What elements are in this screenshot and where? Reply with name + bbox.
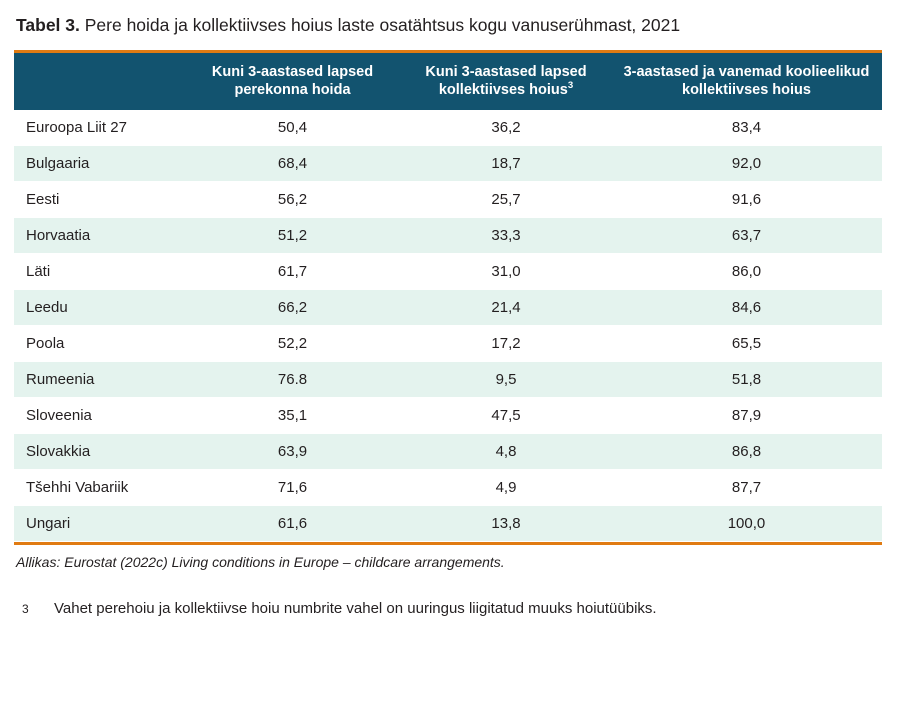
table-caption-text: Pere hoida ja kollektiivses hoius laste osatähtsus kogu vanuserühmast, 2021 bbox=[79, 15, 681, 35]
table-row bbox=[14, 326, 882, 362]
table-row bbox=[14, 470, 882, 506]
cell-collective-under3: 25,7 bbox=[401, 182, 611, 218]
cell-collective-preschool: 86,8 bbox=[611, 434, 882, 470]
table-row bbox=[14, 434, 882, 470]
cell-collective-preschool: 86,0 bbox=[611, 254, 882, 290]
cell-collective-preschool: 63,7 bbox=[611, 218, 882, 254]
cell-collective-under3: 4,8 bbox=[401, 434, 611, 470]
cell-collective-preschool: 87,9 bbox=[611, 398, 882, 434]
source-note: Allikas: Eurostat (2022c) Living conditions in Europe – childcare arrangements. bbox=[16, 554, 505, 571]
table-header-row bbox=[14, 51, 882, 110]
cell-family-care: 61,6 bbox=[184, 506, 401, 542]
cell-collective-preschool: 100,0 bbox=[611, 506, 882, 542]
cell-country: Ungari bbox=[14, 506, 184, 542]
cell-country: Leedu bbox=[14, 290, 184, 326]
cell-family-care: 76.8 bbox=[184, 362, 401, 398]
column-header-collective-under3-text: Kuni 3-aastased lapsed kollektiivses hoius bbox=[425, 63, 587, 99]
table-container bbox=[14, 50, 882, 546]
cell-country: Eesti bbox=[14, 182, 184, 218]
cell-collective-preschool: 92,0 bbox=[611, 146, 882, 182]
column-header-country bbox=[14, 51, 184, 110]
cell-country: Sloveenia bbox=[14, 398, 184, 434]
cell-collective-under3: 21,4 bbox=[401, 290, 611, 326]
cell-collective-under3: 18,7 bbox=[401, 146, 611, 182]
cell-collective-under3: 17,2 bbox=[401, 326, 611, 362]
table-row bbox=[14, 398, 882, 434]
cell-collective-under3: 36,2 bbox=[401, 110, 611, 146]
table-body bbox=[14, 110, 882, 542]
footnote-marker: 3 bbox=[22, 602, 29, 617]
cell-collective-preschool: 87,7 bbox=[611, 470, 882, 506]
cell-collective-preschool: 83,4 bbox=[611, 110, 882, 146]
childcare-table bbox=[14, 50, 882, 543]
table-caption-label: Tabel 3. bbox=[16, 15, 80, 35]
cell-country: Poola bbox=[14, 326, 184, 362]
cell-country: Euroopa Liit 27 bbox=[14, 110, 184, 146]
column-header-family-care: Kuni 3-aastased lapsed perekonna hoida bbox=[184, 51, 401, 110]
table-row bbox=[14, 218, 882, 254]
cell-collective-preschool: 65,5 bbox=[611, 326, 882, 362]
cell-collective-under3: 31,0 bbox=[401, 254, 611, 290]
cell-country: Slovakkia bbox=[14, 434, 184, 470]
table-row bbox=[14, 254, 882, 290]
column-header-collective-under3 bbox=[401, 51, 611, 110]
cell-country: Rumeenia bbox=[14, 362, 184, 398]
cell-family-care: 66,2 bbox=[184, 290, 401, 326]
cell-family-care: 56,2 bbox=[184, 182, 401, 218]
table-row bbox=[14, 110, 882, 146]
cell-collective-under3: 47,5 bbox=[401, 398, 611, 434]
cell-collective-under3: 9,5 bbox=[401, 362, 611, 398]
cell-family-care: 50,4 bbox=[184, 110, 401, 146]
cell-collective-preschool: 91,6 bbox=[611, 182, 882, 218]
table-row bbox=[14, 146, 882, 182]
cell-family-care: 51,2 bbox=[184, 218, 401, 254]
cell-family-care: 61,7 bbox=[184, 254, 401, 290]
table-row bbox=[14, 182, 882, 218]
table-row bbox=[14, 362, 882, 398]
cell-family-care: 35,1 bbox=[184, 398, 401, 434]
cell-collective-under3: 33,3 bbox=[401, 218, 611, 254]
cell-collective-under3: 13,8 bbox=[401, 506, 611, 542]
cell-country: Tšehhi Vabariik bbox=[14, 470, 184, 506]
table-row bbox=[14, 290, 882, 326]
cell-collective-under3: 4,9 bbox=[401, 470, 611, 506]
table-row bbox=[14, 506, 882, 542]
cell-collective-preschool: 84,6 bbox=[611, 290, 882, 326]
table-caption bbox=[16, 14, 884, 38]
column-header-collective-preschool: 3-aastased ja vanemad koolieelikud kollektiivses hoius bbox=[611, 51, 882, 110]
cell-country: Bulgaaria bbox=[14, 146, 184, 182]
column-header-footnote-marker: 3 bbox=[567, 80, 574, 92]
cell-family-care: 52,2 bbox=[184, 326, 401, 362]
cell-collective-preschool: 51,8 bbox=[611, 362, 882, 398]
footnote-text: Vahet perehoiu ja kollektiivse hoiu numbrite vahel on uuringus liigitatud muuks hoiutüübiks. bbox=[54, 600, 657, 618]
table-header bbox=[14, 51, 882, 110]
footnote bbox=[14, 600, 884, 617]
cell-family-care: 68,4 bbox=[184, 146, 401, 182]
cell-country: Horvaatia bbox=[14, 218, 184, 254]
cell-family-care: 71,6 bbox=[184, 470, 401, 506]
cell-country: Läti bbox=[14, 254, 184, 290]
cell-family-care: 63,9 bbox=[184, 434, 401, 470]
